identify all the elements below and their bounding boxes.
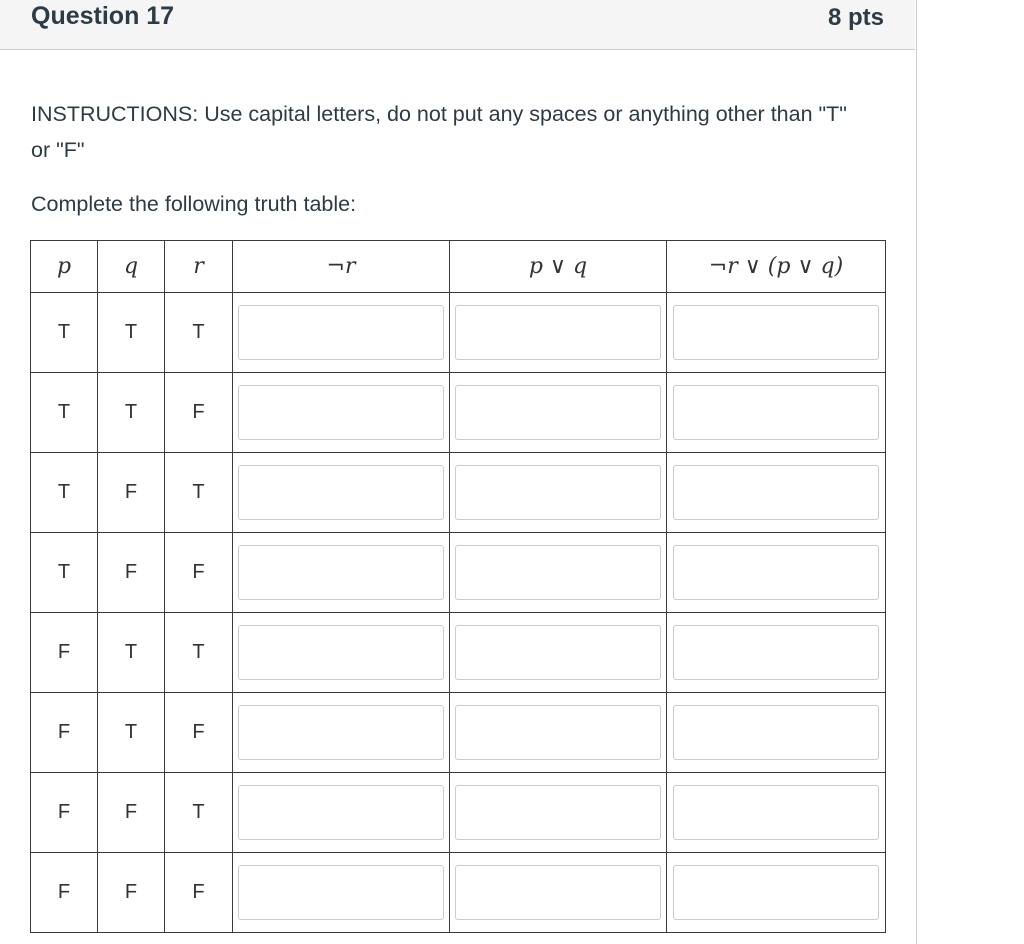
answer-input-p-or-q[interactable] (455, 545, 661, 600)
truth-table (30, 240, 886, 933)
cell-result (667, 453, 886, 533)
cell-result (667, 693, 886, 773)
table-row (31, 453, 886, 533)
answer-input-not-r[interactable] (238, 385, 444, 440)
cell-q: T (98, 613, 165, 693)
cell-q: F (98, 453, 165, 533)
cell-result (667, 293, 886, 373)
table-row (31, 293, 886, 373)
answer-input-result[interactable] (673, 625, 879, 680)
table-row (31, 613, 886, 693)
header-p: p (31, 241, 98, 293)
cell-p: T (31, 453, 98, 533)
answer-input-not-r[interactable] (238, 865, 444, 920)
answer-input-result[interactable] (673, 545, 879, 600)
answer-input-result[interactable] (673, 705, 879, 760)
cell-p: F (31, 693, 98, 773)
cell-not-r (233, 373, 450, 453)
answer-input-result[interactable] (673, 865, 879, 920)
answer-input-p-or-q[interactable] (455, 705, 661, 760)
cell-q: F (98, 533, 165, 613)
cell-result (667, 373, 886, 453)
page-gutter (916, 0, 1024, 944)
cell-p-or-q (450, 293, 667, 373)
answer-input-result[interactable] (673, 785, 879, 840)
cell-p: T (31, 373, 98, 453)
answer-input-result[interactable] (673, 305, 879, 360)
cell-p-or-q (450, 853, 667, 933)
header-result: ¬r ∨ (p ∨ q) (667, 241, 886, 293)
cell-result (667, 613, 886, 693)
table-row (31, 693, 886, 773)
question-title: Question 17 (31, 2, 175, 30)
answer-input-not-r[interactable] (238, 545, 444, 600)
cell-not-r (233, 453, 450, 533)
cell-r: F (165, 533, 233, 613)
answer-input-p-or-q[interactable] (455, 625, 661, 680)
question-header (0, 0, 915, 50)
table-row (31, 773, 886, 853)
answer-input-p-or-q[interactable] (455, 465, 661, 520)
cell-p: F (31, 853, 98, 933)
answer-input-result[interactable] (673, 385, 879, 440)
cell-not-r (233, 533, 450, 613)
cell-not-r (233, 853, 450, 933)
prompt-text: Complete the following truth table: (31, 192, 357, 216)
table-row (31, 533, 886, 613)
cell-p: T (31, 533, 98, 613)
header-not-r: ¬r (233, 241, 450, 293)
cell-p: F (31, 613, 98, 693)
header-p-or-q: p ∨ q (450, 241, 667, 293)
table-body (31, 293, 886, 933)
cell-r: T (165, 773, 233, 853)
cell-q: F (98, 773, 165, 853)
cell-p: T (31, 293, 98, 373)
answer-input-not-r[interactable] (238, 625, 444, 680)
cell-p-or-q (450, 693, 667, 773)
cell-not-r (233, 693, 450, 773)
cell-result (667, 853, 886, 933)
answer-input-result[interactable] (673, 465, 879, 520)
cell-r: T (165, 453, 233, 533)
answer-input-not-r[interactable] (238, 705, 444, 760)
cell-p-or-q (450, 373, 667, 453)
cell-r: T (165, 293, 233, 373)
cell-r: F (165, 853, 233, 933)
answer-input-not-r[interactable] (238, 465, 444, 520)
header-q: q (98, 241, 165, 293)
table-header-row (31, 241, 886, 293)
cell-p: F (31, 773, 98, 853)
header-r: r (165, 241, 233, 293)
cell-q: T (98, 693, 165, 773)
instructions-text: INSTRUCTIONS: Use capital letters, do not put any spaces or anything other than "T" or "F" (31, 102, 847, 162)
answer-input-p-or-q[interactable] (455, 865, 661, 920)
cell-p-or-q (450, 453, 667, 533)
cell-p-or-q (450, 533, 667, 613)
cell-p-or-q (450, 613, 667, 693)
cell-result (667, 773, 886, 853)
cell-not-r (233, 773, 450, 853)
cell-q: T (98, 293, 165, 373)
cell-q: F (98, 853, 165, 933)
answer-input-not-r[interactable] (238, 305, 444, 360)
answer-input-not-r[interactable] (238, 785, 444, 840)
cell-p-or-q (450, 773, 667, 853)
cell-not-r (233, 293, 450, 373)
cell-not-r (233, 613, 450, 693)
cell-r: F (165, 693, 233, 773)
answer-input-p-or-q[interactable] (455, 305, 661, 360)
answer-input-p-or-q[interactable] (455, 785, 661, 840)
cell-r: T (165, 613, 233, 693)
answer-input-p-or-q[interactable] (455, 385, 661, 440)
cell-result (667, 533, 886, 613)
cell-q: T (98, 373, 165, 453)
cell-r: F (165, 373, 233, 453)
table-row (31, 373, 886, 453)
question-points: 8 pts (827, 4, 884, 31)
table-row (31, 853, 886, 933)
